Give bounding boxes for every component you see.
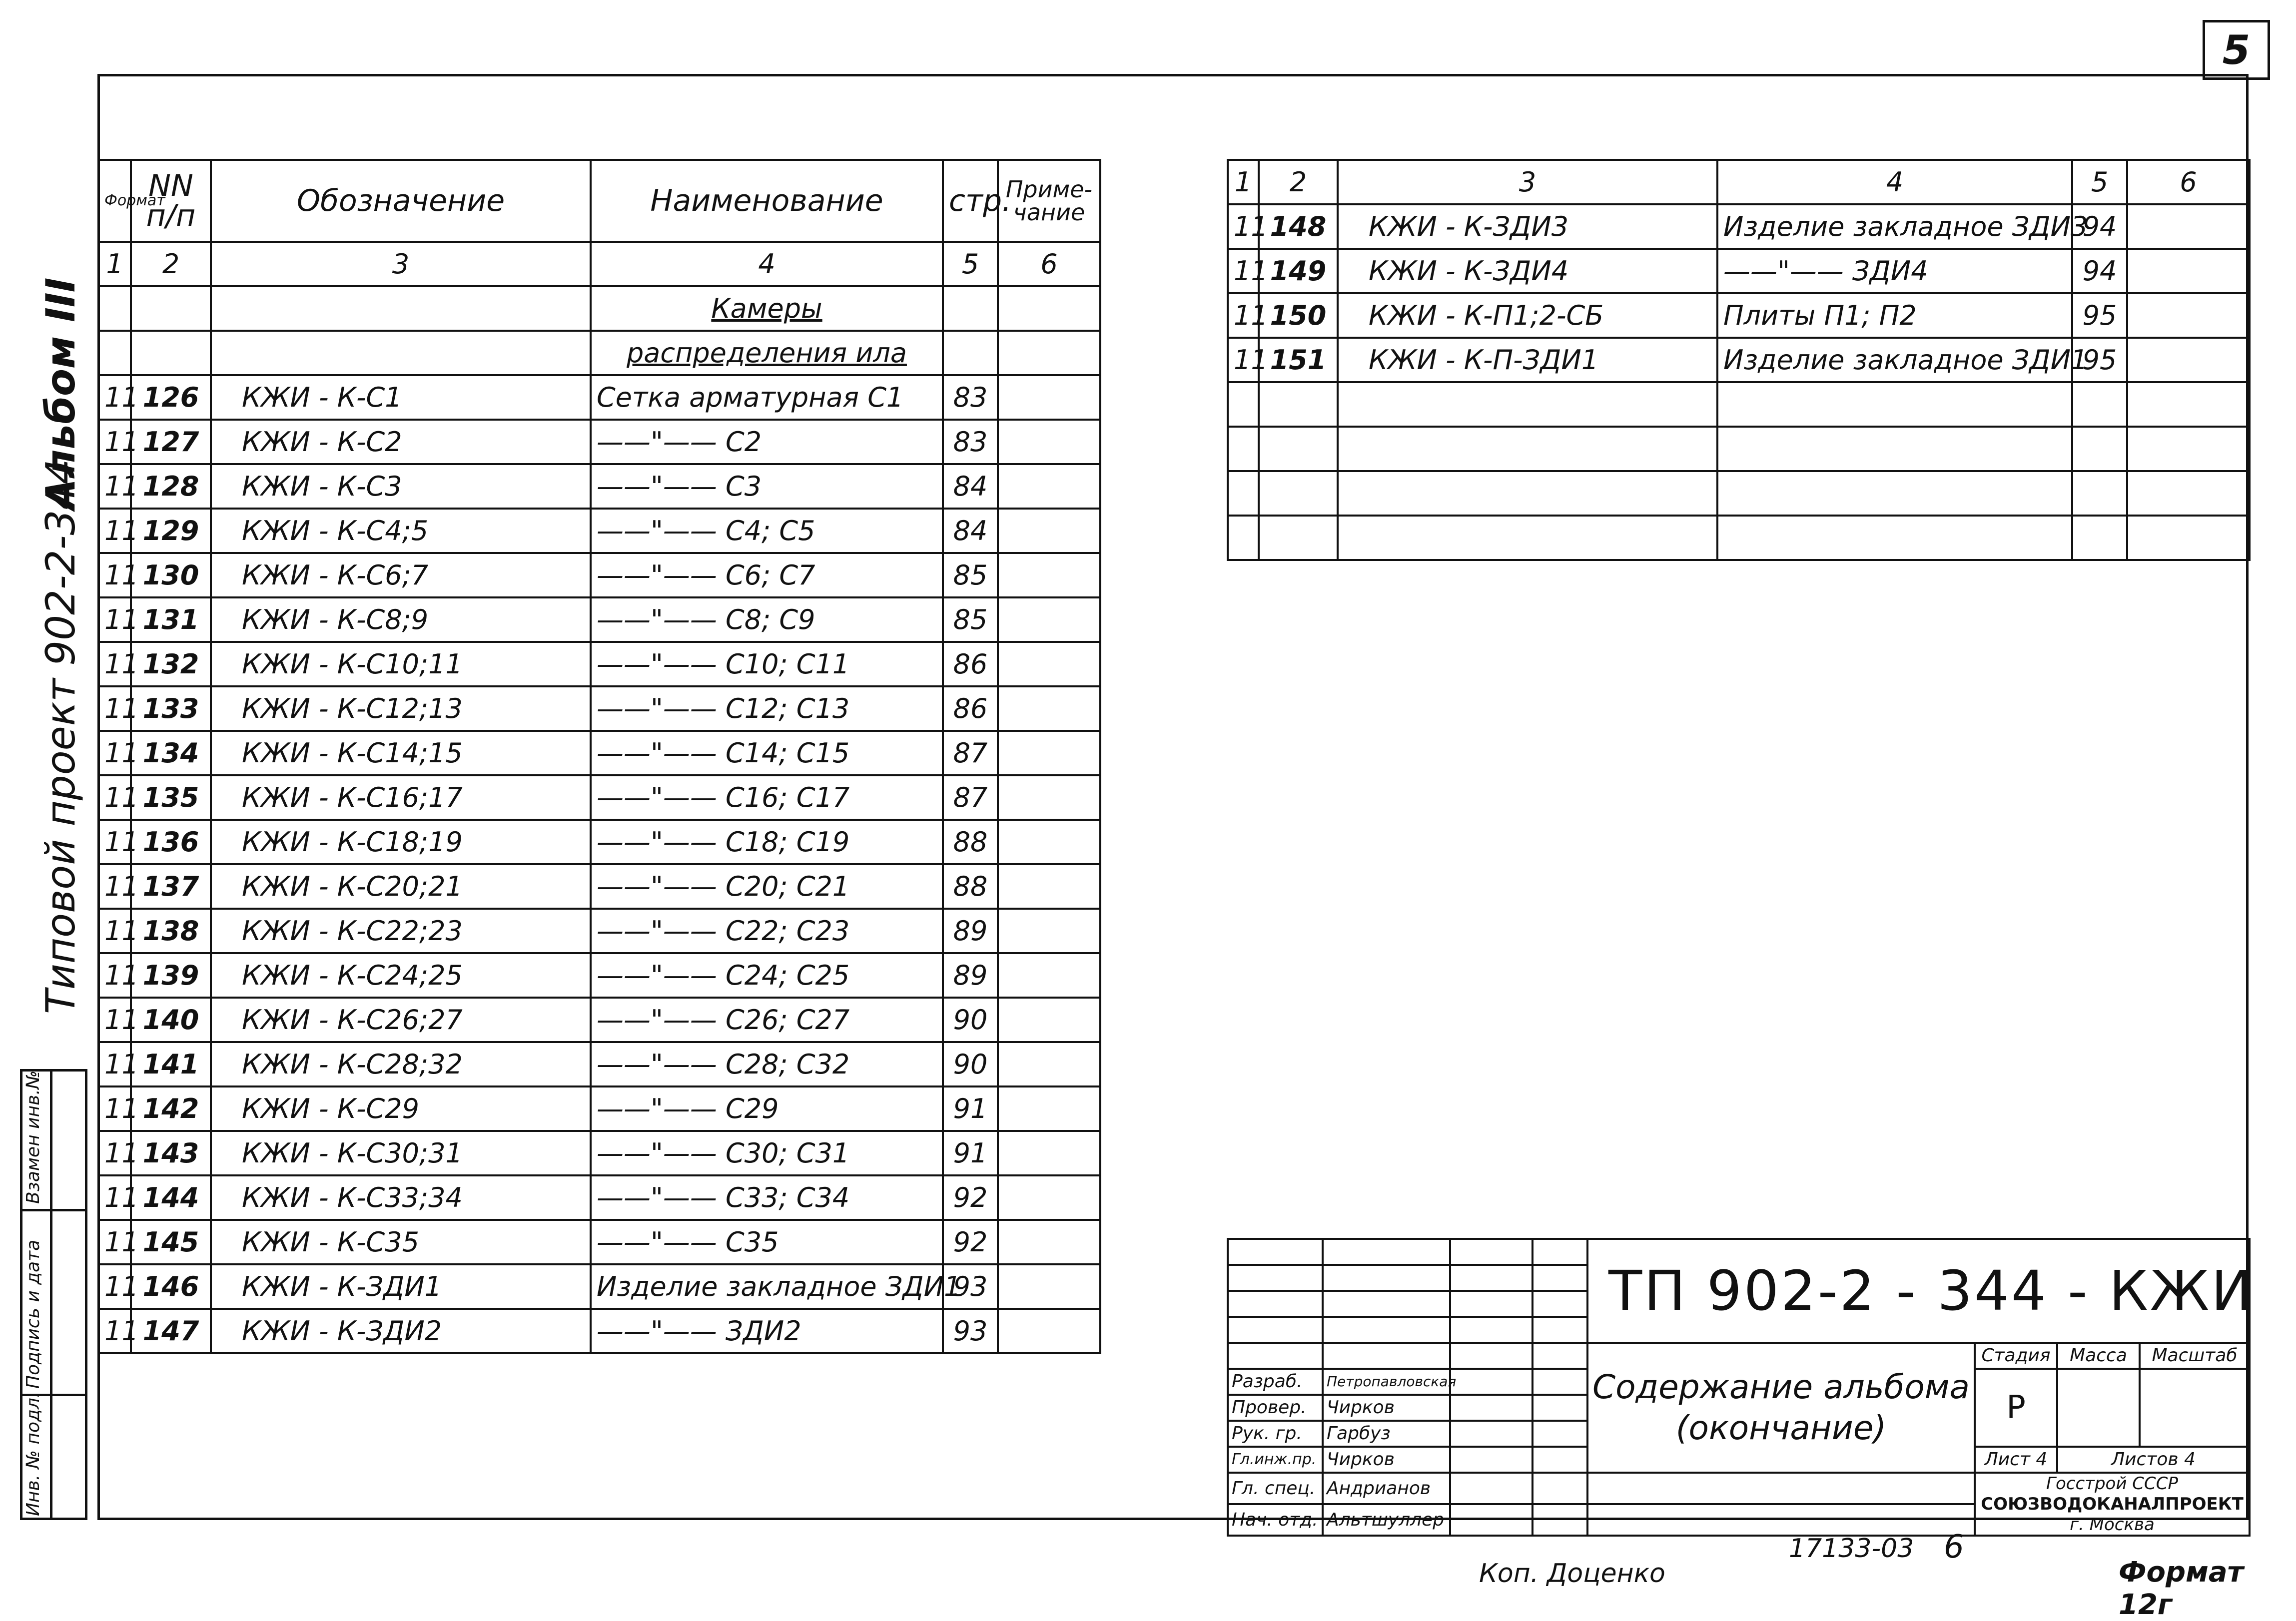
note-cell (998, 1264, 1100, 1309)
name-cell: ——"—— С16; С17 (591, 775, 943, 820)
table-row (98, 1264, 1100, 1309)
signature-4 (1450, 1473, 1532, 1504)
table-row (98, 642, 1100, 686)
page-cell: 90 (943, 998, 998, 1042)
name-cell: ——"—— С2 (591, 420, 943, 464)
note-cell (998, 553, 1100, 597)
name-cell: ——"—— ЗДИ2 (591, 1309, 943, 1353)
name-cell: Плиты П1; П2 (1717, 293, 2072, 338)
page-cell: 84 (943, 464, 998, 509)
name-cell: ——"—— С35 (591, 1220, 943, 1264)
name-cell: Изделие закладное ЗДИ1 (1717, 338, 2072, 382)
name-cell: ——"—— ЗДИ4 (1717, 249, 2072, 293)
page-cell: 91 (943, 1086, 998, 1131)
name-cell: ——"—— С30; С31 (591, 1131, 943, 1175)
name-cell: Изделие закладное ЗДИ3 (1717, 204, 2072, 249)
title-line-2: (окончание) (1675, 1409, 1887, 1447)
note-cell (998, 1220, 1100, 1264)
role-0: Разраб. (1228, 1369, 1323, 1395)
table-row (98, 1309, 1100, 1353)
table-row (98, 375, 1100, 420)
number-cell: 133 (131, 686, 211, 731)
header-note: Приме-чание (998, 160, 1100, 242)
format-cell: 11 (98, 731, 131, 775)
note-cell (998, 1175, 1100, 1220)
section-title-1: Камеры (591, 286, 943, 331)
page-cell: 94 (2072, 249, 2127, 293)
page-cell: 88 (943, 864, 998, 909)
note-cell (998, 686, 1100, 731)
header-num: NN п/п (131, 160, 211, 242)
page-cell: 83 (943, 420, 998, 464)
designation-cell: КЖИ - К-С33;34 (211, 1175, 591, 1220)
col-num-6: 6 (998, 242, 1100, 286)
organization (1975, 1473, 2250, 1536)
person-3: Чирков (1323, 1447, 1450, 1473)
copied-by: Коп. Доценко (1479, 1559, 1665, 1589)
side-stamp-sep-1 (20, 1209, 87, 1211)
number-cell: 129 (131, 509, 211, 553)
header-format: Формат (98, 160, 131, 242)
person-1: Чирков (1323, 1395, 1450, 1421)
col-num-3: 3 (211, 242, 591, 286)
note-cell (998, 775, 1100, 820)
table-row (98, 775, 1100, 820)
designation-cell: КЖИ - К-С20;21 (211, 864, 591, 909)
name-cell: Изделие закладное ЗДИ1 (591, 1264, 943, 1309)
format-cell: 11 (98, 509, 131, 553)
page-cell: 92 (943, 1220, 998, 1264)
role-3: Гл.инж.пр. (1228, 1447, 1323, 1473)
number-cell: 132 (131, 642, 211, 686)
table-row (98, 909, 1100, 953)
number-cell: 140 (131, 998, 211, 1042)
table-row (1228, 204, 2250, 249)
r-col-num-5: 5 (2072, 160, 2127, 204)
number-cell: 149 (1259, 249, 1338, 293)
format-cell: 11 (98, 375, 131, 420)
number-cell: 139 (131, 953, 211, 998)
number-cell: 126 (131, 375, 211, 420)
header-page: стр. (943, 160, 998, 242)
designation-cell: КЖИ - К-ЗДИ1 (211, 1264, 591, 1309)
designation-cell: КЖИ - К-С3 (211, 464, 591, 509)
format-cell: 11 (98, 1220, 131, 1264)
sheet-label: Лист 4 (1975, 1447, 2057, 1473)
designation-cell: КЖИ - К-С14;15 (211, 731, 591, 775)
number-cell: 151 (1259, 338, 1338, 382)
designation-cell: КЖИ - К-С30;31 (211, 1131, 591, 1175)
table-row (98, 1220, 1100, 1264)
table-row (98, 1175, 1100, 1220)
designation-cell: КЖИ - К-П1;2-СБ (1338, 293, 1717, 338)
name-cell: ——"—— С24; С25 (591, 953, 943, 998)
page-cell: 92 (943, 1175, 998, 1220)
name-cell: ——"—— С26; С27 (591, 998, 943, 1042)
designation-cell: КЖИ - К-С16;17 (211, 775, 591, 820)
r-col-num-6: 6 (2127, 160, 2250, 204)
r-col-num-4: 4 (1717, 160, 2072, 204)
section-title-2: распределения ила (591, 331, 943, 375)
org-line-2: СОЮЗВОДОКАНАЛПРОЕКТ (1981, 1494, 2244, 1514)
format-cell: 11 (98, 1042, 131, 1086)
name-cell: ——"—— С10; С11 (591, 642, 943, 686)
note-cell (998, 1086, 1100, 1131)
format-cell: 11 (98, 464, 131, 509)
number-cell: 136 (131, 820, 211, 864)
note-cell (998, 375, 1100, 420)
person-4: Андрианов (1323, 1473, 1450, 1504)
name-cell: ——"—— С28; С32 (591, 1042, 943, 1086)
designation-cell: КЖИ - К-С18;19 (211, 820, 591, 864)
page-cell: 89 (943, 953, 998, 998)
title-block (1227, 1238, 2255, 1537)
r-col-num-3: 3 (1338, 160, 1717, 204)
designation-cell: КЖИ - К-С8;9 (211, 597, 591, 642)
stamp-replace: Взамен инв.№ (23, 1070, 43, 1204)
header-designation: Обозначение (211, 160, 591, 242)
format-cell: 11 (98, 642, 131, 686)
table-row (98, 509, 1100, 553)
note-cell (998, 642, 1100, 686)
number-cell: 134 (131, 731, 211, 775)
org-line-1: Госстрой СССР (2046, 1474, 2178, 1494)
page-cell: 93 (943, 1264, 998, 1309)
format-cell: 11 (98, 775, 131, 820)
page-cell: 86 (943, 686, 998, 731)
signature-3 (1450, 1447, 1532, 1473)
signature-2 (1450, 1421, 1532, 1447)
page-cell: 90 (943, 1042, 998, 1086)
page-cell: 84 (943, 509, 998, 553)
r-col-num-1: 1 (1228, 160, 1259, 204)
format-cell: 11 (98, 1131, 131, 1175)
page-cell: 93 (943, 1309, 998, 1353)
doc-number: 17133-03 (1789, 1534, 1914, 1564)
document-title (1587, 1343, 1975, 1473)
number-cell: 150 (1259, 293, 1338, 338)
project-label: Типовой проект 902-2-344 (37, 459, 84, 1014)
signature-1 (1450, 1395, 1532, 1421)
table-row (98, 464, 1100, 509)
col-num-2: 2 (131, 242, 211, 286)
page-cell: 85 (943, 553, 998, 597)
note-cell (998, 420, 1100, 464)
sheet-number-box (2203, 20, 2270, 80)
format-cell: 11 (1228, 293, 1259, 338)
note-cell (998, 1131, 1100, 1175)
number-cell: 144 (131, 1175, 211, 1220)
name-cell: ——"—— С20; С21 (591, 864, 943, 909)
designation-cell: КЖИ - К-С28;32 (211, 1042, 591, 1086)
designation-cell: КЖИ - К-С1 (211, 375, 591, 420)
r-col-num-2: 2 (1259, 160, 1338, 204)
note-cell (998, 953, 1100, 998)
table-row (98, 1131, 1100, 1175)
number-cell: 137 (131, 864, 211, 909)
person-2: Гарбуз (1323, 1421, 1450, 1447)
col-num-5: 5 (943, 242, 998, 286)
role-4: Гл. спец. (1228, 1473, 1323, 1504)
name-cell: ——"—— С8; С9 (591, 597, 943, 642)
note-cell (2127, 293, 2250, 338)
name-cell: ——"—— С14; С15 (591, 731, 943, 775)
table-row (98, 553, 1100, 597)
note-cell (2127, 249, 2250, 293)
designation-cell: КЖИ - К-С22;23 (211, 909, 591, 953)
table-row (98, 953, 1100, 998)
designation-cell: КЖИ - К-С12;13 (211, 686, 591, 731)
table-row (1228, 338, 2250, 382)
format-cell: 11 (98, 686, 131, 731)
format-cell: 11 (98, 553, 131, 597)
number-cell: 142 (131, 1086, 211, 1131)
format-cell: 11 (1228, 338, 1259, 382)
number-cell: 146 (131, 1264, 211, 1309)
name-cell: ——"—— С22; С23 (591, 909, 943, 953)
role-2: Рук. гр. (1228, 1421, 1323, 1447)
table-row (1228, 293, 2250, 338)
note-cell (998, 864, 1100, 909)
stamp-sign: Подпись и дата (23, 1239, 43, 1389)
number-cell: 147 (131, 1309, 211, 1353)
format-cell: 11 (98, 1309, 131, 1353)
designation-cell: КЖИ - К-С24;25 (211, 953, 591, 998)
format-cell: 11 (98, 1175, 131, 1220)
sheet-index: 6 (1944, 1529, 1964, 1566)
designation-cell: КЖИ - К-ЗДИ2 (211, 1309, 591, 1353)
table-row (98, 420, 1100, 464)
format-cell: 11 (1228, 204, 1259, 249)
page-cell: 95 (2072, 293, 2127, 338)
format-cell: 11 (98, 864, 131, 909)
note-cell (998, 731, 1100, 775)
number-cell: 141 (131, 1042, 211, 1086)
person-5: Альтшуллер (1323, 1504, 1450, 1536)
format-cell: 11 (98, 597, 131, 642)
number-cell: 131 (131, 597, 211, 642)
designation-cell: КЖИ - К-С6;7 (211, 553, 591, 597)
designation-cell: КЖИ - К-С10;11 (211, 642, 591, 686)
page-cell: 91 (943, 1131, 998, 1175)
number-cell: 135 (131, 775, 211, 820)
format-cell: 11 (98, 1264, 131, 1309)
note-cell (998, 509, 1100, 553)
name-cell: ——"—— С29 (591, 1086, 943, 1131)
note-cell (998, 998, 1100, 1042)
signature-0 (1450, 1369, 1532, 1395)
paper-format: Формат 12г (2119, 1556, 2244, 1621)
sheet-number: 5 (2222, 26, 2251, 73)
role-5: Нач. отд. (1228, 1504, 1323, 1536)
name-cell: ——"—— С18; С19 (591, 820, 943, 864)
org-line-3: г. Москва (2070, 1514, 2155, 1535)
format-cell: 11 (98, 998, 131, 1042)
page-cell: 85 (943, 597, 998, 642)
format-cell: 11 (98, 420, 131, 464)
scale-label: Масштаб (2140, 1343, 2250, 1369)
page-cell: 88 (943, 820, 998, 864)
col-num-4: 4 (591, 242, 943, 286)
page-cell: 94 (2072, 204, 2127, 249)
note-cell (998, 464, 1100, 509)
format-cell: 11 (98, 820, 131, 864)
number-cell: 127 (131, 420, 211, 464)
page-cell: 95 (2072, 338, 2127, 382)
name-cell: ——"—— С4; С5 (591, 509, 943, 553)
number-cell: 143 (131, 1131, 211, 1175)
format-cell: 11 (98, 1086, 131, 1131)
album-label: Альбом III (37, 277, 84, 510)
table-row (98, 731, 1100, 775)
note-cell (998, 1309, 1100, 1353)
contents-table-left (97, 159, 1101, 1354)
table-row (98, 1042, 1100, 1086)
designation-cell: КЖИ - К-С2 (211, 420, 591, 464)
table-row (98, 597, 1100, 642)
stage-value: Р (1975, 1369, 2057, 1447)
page-cell: 86 (943, 642, 998, 686)
stage-label: Стадия (1975, 1343, 2057, 1369)
table-row (98, 1086, 1100, 1131)
table-row (98, 820, 1100, 864)
mass-label: Масса (2057, 1343, 2140, 1369)
page-cell: 89 (943, 909, 998, 953)
designation-cell: КЖИ - К-П-ЗДИ1 (1338, 338, 1717, 382)
name-cell: ——"—— С33; С34 (591, 1175, 943, 1220)
header-name: Наименование (591, 160, 943, 242)
number-cell: 148 (1259, 204, 1338, 249)
format-cell: 11 (98, 953, 131, 998)
format-cell: 11 (1228, 249, 1259, 293)
note-cell (998, 820, 1100, 864)
stamp-inv: Инв. № подл. (23, 1392, 43, 1516)
note-cell (998, 597, 1100, 642)
number-cell: 145 (131, 1220, 211, 1264)
sheets-label: Листов 4 (2057, 1447, 2250, 1473)
page-cell: 87 (943, 731, 998, 775)
designation-cell: КЖИ - К-С29 (211, 1086, 591, 1131)
number-cell: 138 (131, 909, 211, 953)
format-cell: 11 (98, 909, 131, 953)
name-cell: ——"—— С3 (591, 464, 943, 509)
designation-cell: КЖИ - К-С4;5 (211, 509, 591, 553)
note-cell (998, 1042, 1100, 1086)
number-cell: 130 (131, 553, 211, 597)
page-cell: 87 (943, 775, 998, 820)
designation-cell: КЖИ - К-ЗДИ4 (1338, 249, 1717, 293)
table-row (98, 864, 1100, 909)
table-row (98, 686, 1100, 731)
signature-5 (1450, 1504, 1532, 1536)
role-1: Провер. (1228, 1395, 1323, 1421)
side-stamp-divider (50, 1069, 52, 1520)
note-cell (2127, 338, 2250, 382)
note-cell (998, 909, 1100, 953)
col-num-1: 1 (98, 242, 131, 286)
designation-cell: КЖИ - К-С35 (211, 1220, 591, 1264)
person-0: Петропавловская (1323, 1369, 1450, 1395)
table-row (1228, 249, 2250, 293)
name-cell: Сетка арматурная С1 (591, 375, 943, 420)
designation-cell: КЖИ - К-ЗДИ3 (1338, 204, 1717, 249)
designation-cell: КЖИ - К-С26;27 (211, 998, 591, 1042)
name-cell: ——"—— С6; С7 (591, 553, 943, 597)
contents-table-right (1227, 159, 2251, 561)
number-cell: 128 (131, 464, 211, 509)
table-row (98, 998, 1100, 1042)
title-line-1: Содержание альбома (1592, 1367, 1970, 1406)
note-cell (2127, 204, 2250, 249)
document-code: ТП 902-2 - 344 - КЖИ (1587, 1239, 2250, 1343)
page-cell: 83 (943, 375, 998, 420)
name-cell: ——"—— С12; С13 (591, 686, 943, 731)
